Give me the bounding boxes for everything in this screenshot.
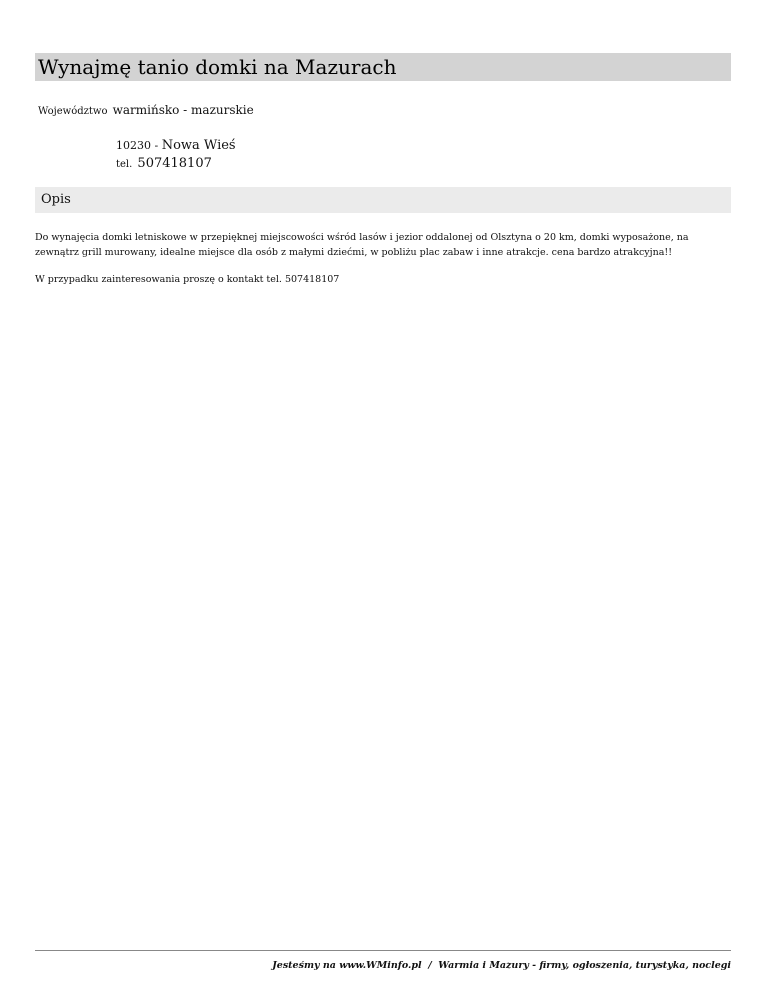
footer — [35, 950, 731, 972]
address-block — [116, 135, 236, 171]
region-label: Województwo — [38, 106, 108, 117]
contact-paragraph: W przypadku zainteresowania proszę o kontakt tel. 507418107 — [35, 274, 340, 285]
region-row — [38, 99, 254, 118]
region-value: warmińsko - mazurskie — [112, 103, 254, 117]
page-title: Wynajmę tanio domki na Mazurach — [38, 55, 397, 79]
description-paragraph: Do wynajęcia domki letniskowe w przepięknej miejscowości wśród lasów i jezior oddalonej od Olsztyna o 20 km, domki wyposażone, na zewnątrz grill murowany, idealne miejsce dla osób z małymi dziećmi, w pobliżu plac zabaw i inne atrakcje. cena bardzo atrakcyjna!! — [35, 232, 689, 258]
section-header — [35, 187, 731, 213]
city: Nowa Wieś — [161, 138, 236, 153]
phone-number: 507418107 — [137, 156, 212, 171]
description — [35, 230, 733, 299]
address-line — [116, 135, 236, 153]
address-separator: - — [151, 139, 162, 152]
title-bar — [35, 53, 731, 81]
phone-label: tel. — [116, 159, 133, 170]
section-title: Opis — [41, 192, 71, 207]
postcode: 10230 — [116, 139, 151, 152]
footer-text: Jesteśmy na www.WMinfo.pl / Warmia i Mazury - firmy, ogłoszenia, turystyka, noclegi — [272, 960, 731, 971]
phone-line — [116, 153, 236, 171]
